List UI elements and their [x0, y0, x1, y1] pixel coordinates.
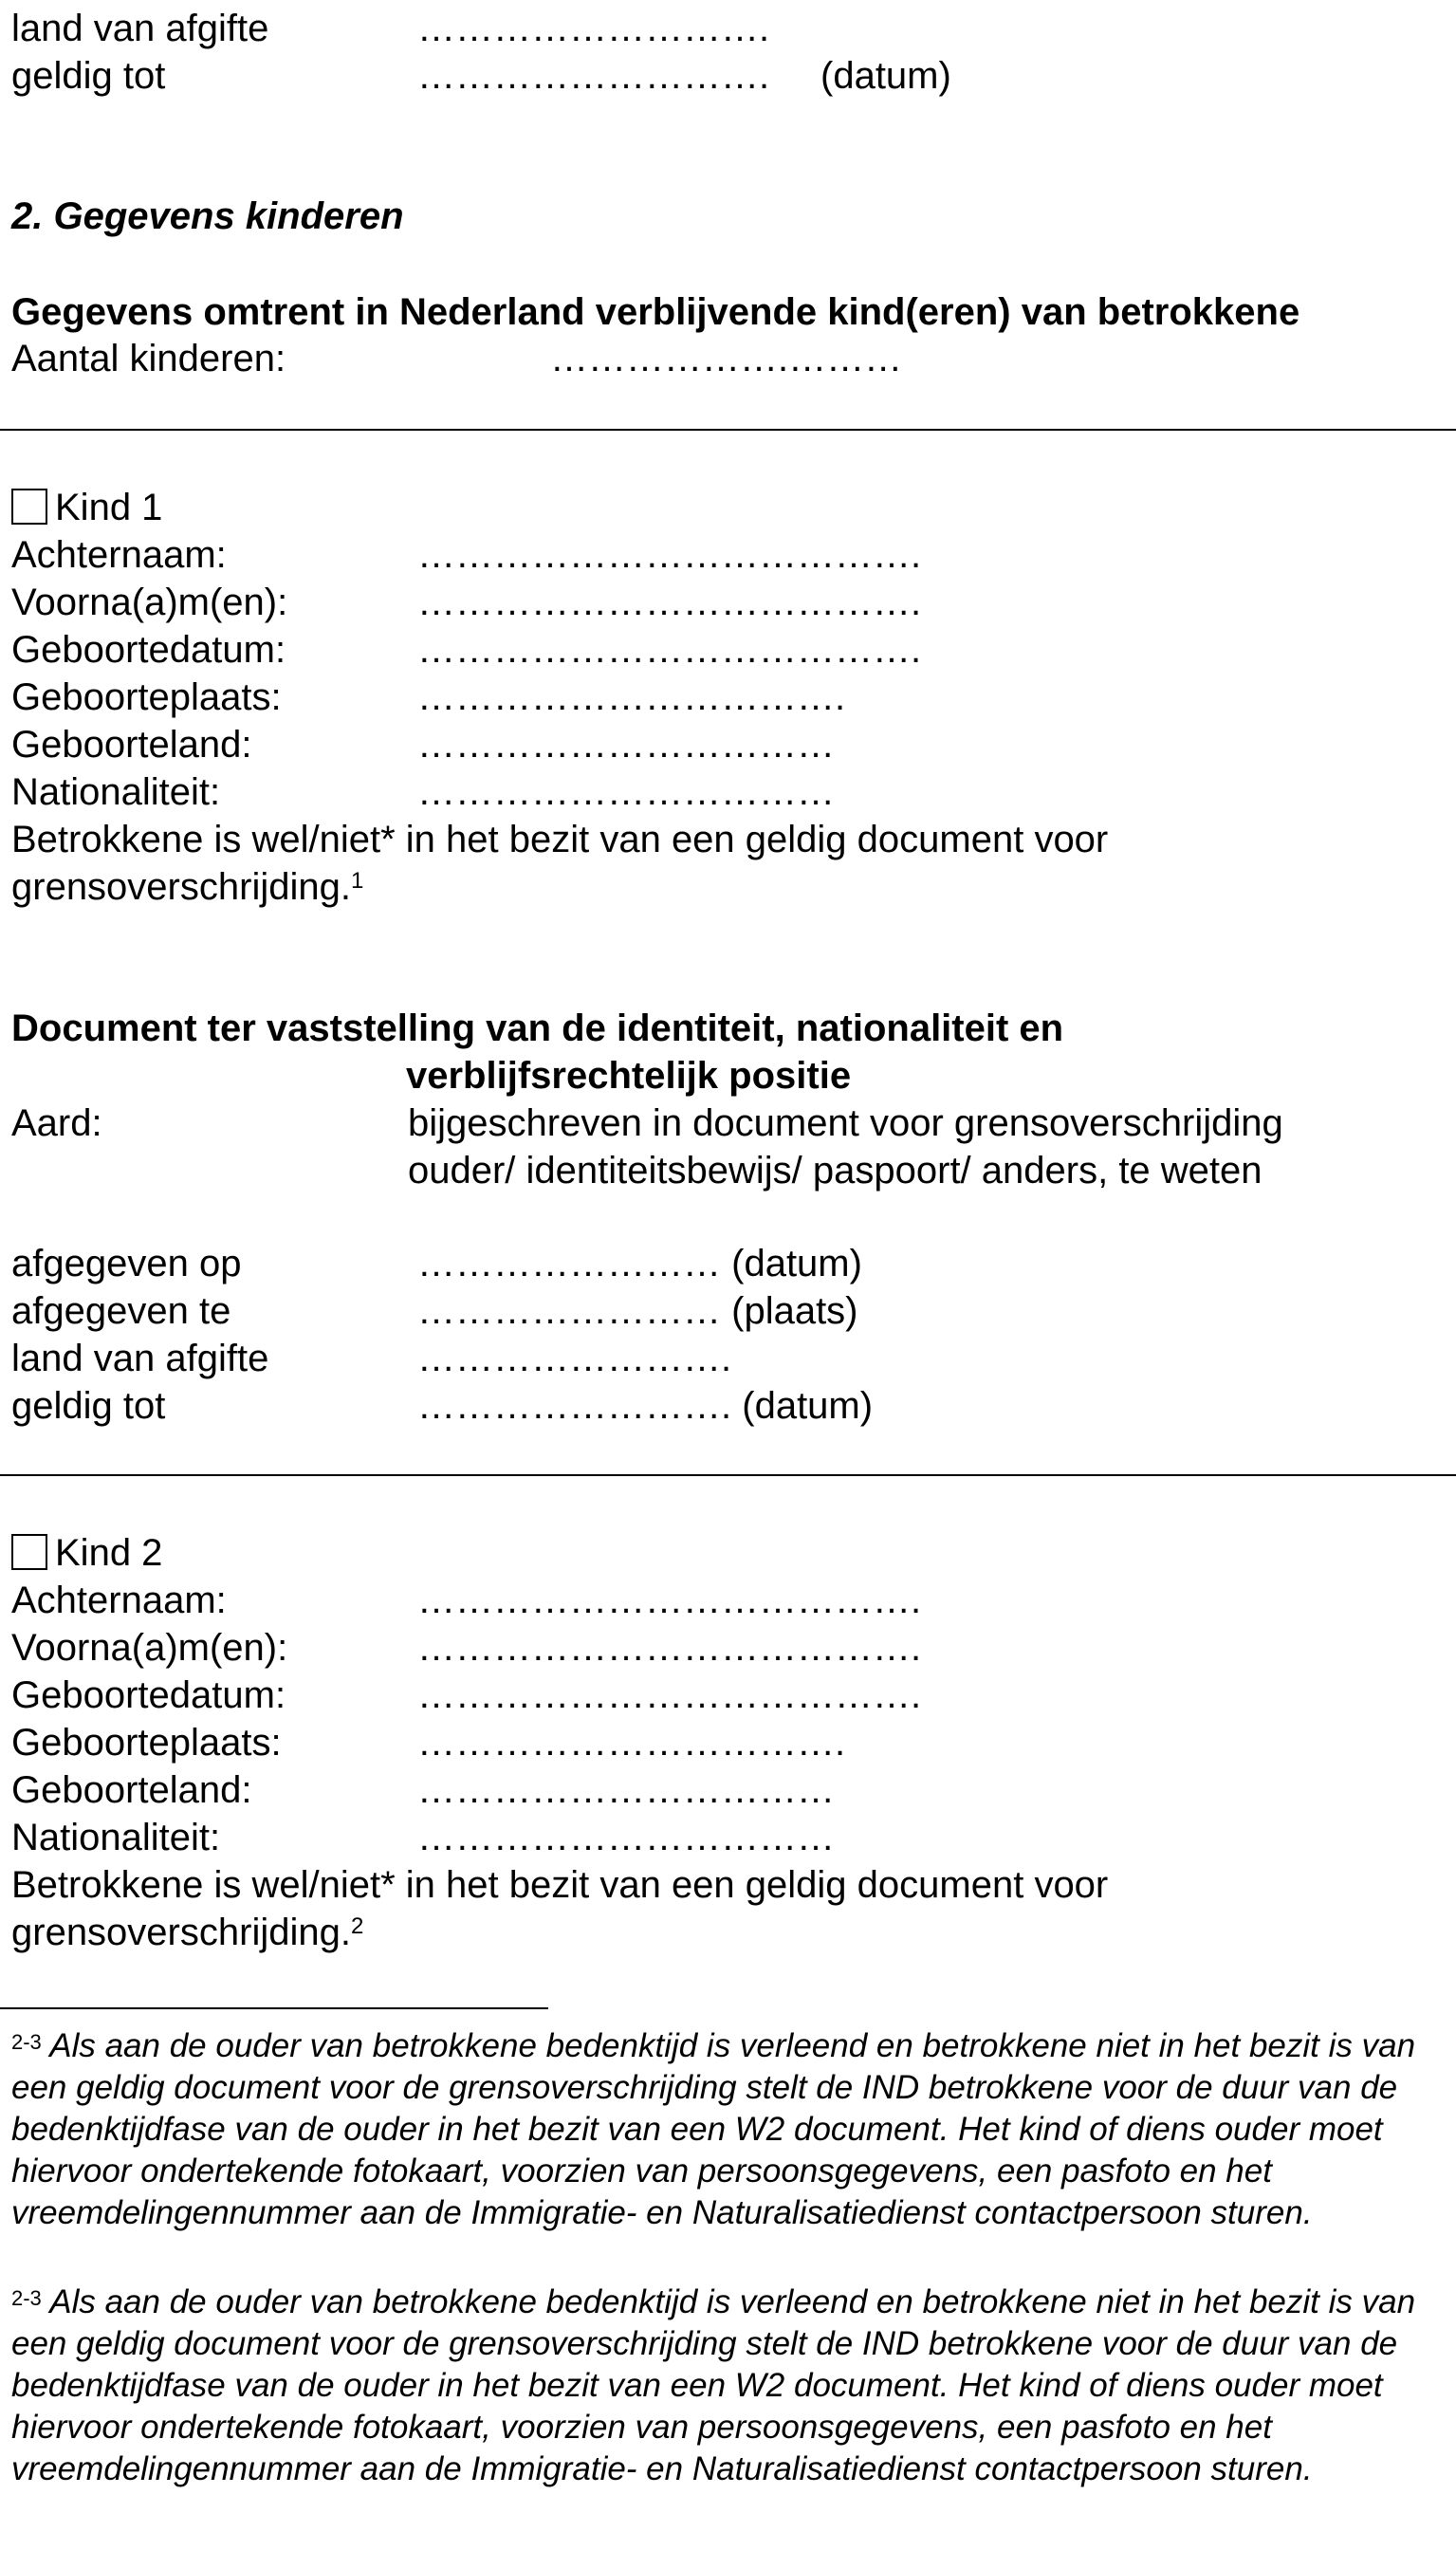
kind2-field-label: Achternaam: — [11, 1580, 227, 1621]
kind2-field-row — [11, 1719, 846, 1766]
divider-1 — [0, 429, 1456, 431]
kind1-field-label: Geboorteplaats: — [11, 676, 282, 718]
kind1-field-label: Geboortedatum: — [11, 629, 286, 671]
kind1-field-dots[interactable]: …………………………………. — [417, 629, 922, 671]
section-heading: 2. Gegevens kinderen — [11, 195, 404, 237]
doc-row-label: afgegeven op — [11, 1243, 242, 1284]
document-heading-line2: verblijfsrechtelijk positie — [406, 1055, 852, 1097]
doc-row — [11, 1382, 874, 1430]
footnote-ref: 2-3 — [11, 2286, 42, 2310]
kind1-field-row — [11, 721, 835, 768]
kind1-field-dots[interactable]: …………………………… — [417, 724, 835, 766]
doc-row-dots[interactable]: …………………… (datum) — [417, 1243, 862, 1284]
kind2-field-dots[interactable]: …………………………………. — [417, 1627, 922, 1669]
kind1-statement-line1: Betrokkene is wel/niet* in het bezit van een geldig document voor — [11, 819, 1109, 860]
kind2-statement-line2 — [11, 1909, 363, 1956]
kind1-field-row — [11, 674, 846, 721]
kind2-field-row — [11, 1577, 922, 1624]
divider-2 — [0, 1474, 1456, 1476]
kind2-field-row — [11, 1766, 835, 1814]
doc-row-dots[interactable]: ……………………. — [417, 1338, 732, 1379]
kind1-field-label: Voorna(a)m(en): — [11, 582, 288, 623]
kind2-field-row — [11, 1624, 922, 1672]
kind1-field-label: Nationaliteit: — [11, 771, 221, 813]
kind2-field-label: Geboorteplaats: — [11, 1722, 282, 1764]
kind1-statement-text: grensoverschrijding. — [11, 866, 351, 908]
kind2-field-label: Geboorteland: — [11, 1769, 252, 1811]
doc-row — [11, 1335, 732, 1382]
doc-row-label: land van afgifte — [11, 1338, 269, 1379]
kind1-title: Kind 1 — [55, 487, 163, 528]
footnote-separator — [0, 2007, 548, 2009]
kind2-checkbox[interactable] — [11, 1534, 47, 1570]
kind1-checkbox[interactable] — [11, 489, 47, 525]
kind1-header — [11, 484, 162, 531]
kind1-field-row — [11, 768, 835, 816]
top-geldig-dots[interactable]: ………………………. — [417, 55, 770, 97]
footnote — [11, 2025, 1434, 2234]
aantal-label: Aantal kinderen: — [11, 338, 286, 379]
footnote-text: Als aan de ouder van betrokkene bedenktijd is verleend en betrokkene niet in het bezit is van een geldig document voor de grensoverschrijding stelt de IND betrokkene voor de duur van de bedenktijdfase van de ouder in het bezit van een W2 document. Het kind of diens ouder moet hiervoor ondertekende fotokaart, voorzien van persoonsgegevens, een pasfoto en het vreemdelingennummer aan de Immigratie- en Naturalisatiedienst contactpersoon sturen. — [11, 2283, 1416, 2487]
kind1-footnote-ref[interactable]: 1 — [350, 868, 364, 894]
kind2-title: Kind 2 — [55, 1532, 163, 1574]
doc-row — [11, 1240, 862, 1287]
kind2-field-label: Voorna(a)m(en): — [11, 1627, 288, 1669]
doc-row-label: geldig tot — [11, 1385, 166, 1427]
kind1-field-row — [11, 626, 922, 674]
kind1-field-dots[interactable]: …………………………………. — [417, 582, 922, 623]
children-subheading: Gegevens omtrent in Nederland verblijvende kind(eren) van betrokkene — [11, 291, 1300, 333]
kind2-field-dots[interactable]: ……………………………. — [417, 1722, 846, 1764]
kind1-statement-line2 — [11, 863, 363, 911]
kind1-field-row — [11, 579, 922, 626]
kind1-field-dots[interactable]: ……………………………. — [417, 676, 846, 718]
kind1-field-dots[interactable]: …………………………… — [417, 771, 835, 813]
kind2-field-row — [11, 1814, 835, 1861]
top-geldig-suffix: (datum) — [820, 55, 951, 97]
kind1-field-dots[interactable]: …………………………………. — [417, 534, 922, 576]
footnote-text: Als aan de ouder van betrokkene bedenktijd is verleend en betrokkene niet in het bezit is van een geldig document voor de grensoverschrijding stelt de IND betrokkene voor de duur van de bedenktijdfase van de ouder in het bezit van een W2 document. Het kind of diens ouder moet hiervoor ondertekende fotokaart, voorzien van persoonsgegevens, een pasfoto en het vreemdelingennummer aan de Immigratie- en Naturalisatiedienst contactpersoon sturen. — [11, 2027, 1416, 2231]
aantal-row — [11, 335, 903, 382]
kind2-footnote-ref[interactable]: 2 — [350, 1913, 364, 1939]
kind2-field-dots[interactable]: …………………………………. — [417, 1580, 922, 1621]
doc-row-label: afgegeven te — [11, 1290, 231, 1332]
kind2-field-label: Nationaliteit: — [11, 1817, 221, 1858]
top-land-row — [11, 5, 770, 52]
doc-row — [11, 1287, 858, 1335]
kind1-field-label: Achternaam: — [11, 534, 227, 576]
kind2-statement-text: grensoverschrijding. — [11, 1912, 351, 1953]
aard-row — [11, 1099, 1283, 1147]
kind1-field-label: Geboorteland: — [11, 724, 252, 766]
aard-line2: ouder/ identiteitsbewijs/ paspoort/ anders, te weten — [408, 1150, 1262, 1192]
kind2-statement-line1: Betrokkene is wel/niet* in het bezit van een geldig document voor — [11, 1864, 1109, 1906]
aantal-dots[interactable]: ……………….……… — [550, 338, 903, 379]
top-geldig-label: geldig tot — [11, 55, 166, 97]
top-land-dots[interactable]: ………………………. — [417, 8, 770, 49]
footnote-ref: 2-3 — [11, 2030, 42, 2054]
doc-row-dots[interactable]: ……………………. (datum) — [417, 1385, 874, 1427]
top-land-label: land van afgifte — [11, 8, 269, 49]
kind2-field-dots[interactable]: …………………………… — [417, 1817, 835, 1858]
document-heading-line1: Document ter vaststelling van de identiteit, nationaliteit en — [11, 1007, 1064, 1049]
footnote — [11, 2282, 1434, 2490]
doc-row-dots[interactable]: …………………… (plaats) — [417, 1290, 858, 1332]
aard-line1: bijgeschreven in document voor grensoverschrijding — [408, 1102, 1283, 1144]
kind2-field-label: Geboortedatum: — [11, 1674, 286, 1716]
kind2-header — [11, 1529, 162, 1577]
aard-label: Aard: — [11, 1102, 102, 1144]
kind2-field-row — [11, 1672, 922, 1719]
kind2-field-dots[interactable]: …………………………………. — [417, 1674, 922, 1716]
kind2-field-dots[interactable]: …………………………… — [417, 1769, 835, 1811]
top-geldig-row — [11, 52, 951, 100]
kind1-field-row — [11, 531, 922, 579]
